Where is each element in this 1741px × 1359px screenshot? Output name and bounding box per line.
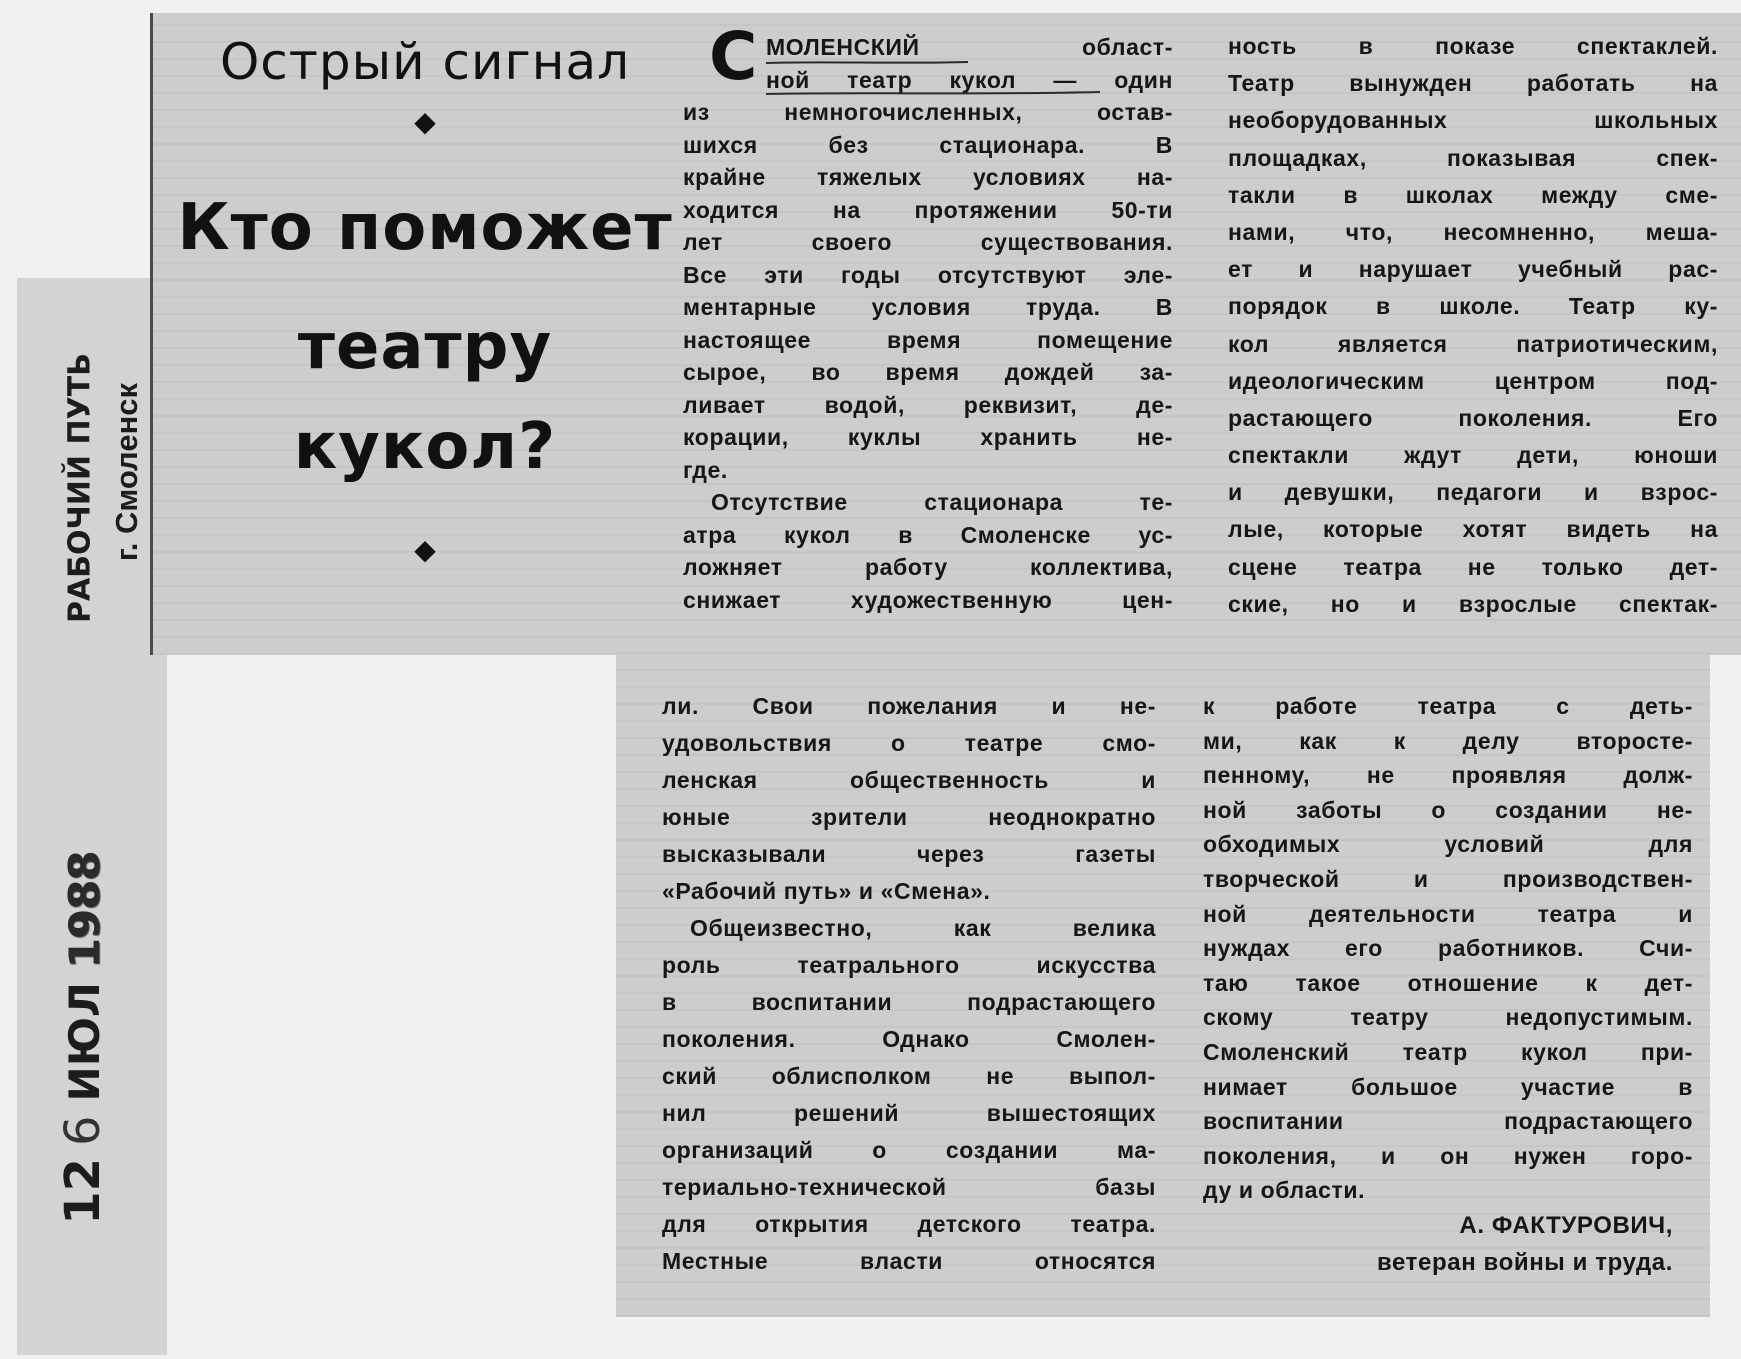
text-line: кол является патриотическим, bbox=[1228, 330, 1718, 357]
article-column-2 bbox=[1228, 28, 1718, 623]
text-line: нами, что, несомненно, меша- bbox=[1228, 218, 1718, 245]
text-line: из немногочисленных, остав- bbox=[683, 99, 1173, 125]
text-line: к работе театра с деть- bbox=[1203, 693, 1693, 719]
text-line: обходимых условий для bbox=[1203, 831, 1693, 858]
text-line: ет и нарушает учебный рас- bbox=[1228, 256, 1718, 283]
text-line: спектакли ждут дети, юноши bbox=[1228, 442, 1718, 469]
text-line: атра кукол в Смоленске ус- bbox=[683, 521, 1173, 548]
text-line: и девушки, педагоги и взрос- bbox=[1228, 479, 1718, 506]
text-line: крайне тяжелых условиях на- bbox=[683, 164, 1173, 190]
text-line: нимает большое участие в bbox=[1203, 1073, 1693, 1100]
text-line: ми, как к делу второсте- bbox=[1203, 727, 1693, 754]
text-line: лые, которые хотят видеть на bbox=[1228, 516, 1718, 543]
date-stamp-year: 1988 bbox=[60, 851, 109, 969]
text-line: ские, но и взрослые спектак- bbox=[1228, 590, 1718, 617]
date-stamp-month: ИЮЛ bbox=[60, 982, 109, 1102]
article-column-4 bbox=[1203, 689, 1693, 1281]
text-line: Общеизвестно, как велика bbox=[690, 915, 1156, 941]
text-line: ложняет работу коллектива, bbox=[683, 554, 1173, 580]
text-line: поколения, и он нужен горо- bbox=[1203, 1142, 1693, 1169]
date-stamp-day-a: 12 bbox=[55, 1158, 111, 1225]
text-line: где. bbox=[683, 456, 728, 483]
text-line: МОЛЕНСКИЙ област- bbox=[766, 34, 1173, 60]
text-line: ский облисполком не выпол- bbox=[662, 1063, 1156, 1089]
article-column-1 bbox=[683, 18, 1173, 616]
text-line: воспитании подрастающего bbox=[1203, 1108, 1693, 1135]
text-line: нуждах его работников. Счи- bbox=[1203, 935, 1693, 962]
text-line: в воспитании подрастающего bbox=[662, 989, 1156, 1015]
text-line: ментарные условия труда. В bbox=[683, 294, 1173, 320]
text-line: ность в показе спектаклей. bbox=[1228, 33, 1718, 59]
headline-line: Кто поможет bbox=[177, 191, 673, 265]
text-line: ленская общественность и bbox=[662, 767, 1156, 793]
text-line: сырое, во время дождей за- bbox=[683, 359, 1173, 385]
text-line: ли. Свои пожелания и не- bbox=[662, 693, 1156, 719]
newspaper-city-stamp: г. Смоленск bbox=[109, 382, 144, 562]
diamond-ornament-icon: ◆ bbox=[414, 534, 436, 565]
text-line: для открытия детского театра. bbox=[662, 1211, 1156, 1237]
text-line: корации, куклы хранить не- bbox=[683, 424, 1173, 450]
text-line: Местные власти относятся bbox=[662, 1248, 1156, 1274]
text-line: порядок в школе. Театр ку- bbox=[1228, 293, 1718, 320]
text-line: шихся без стационара. В bbox=[683, 131, 1173, 158]
text-line: снижает художественную цен- bbox=[683, 586, 1173, 613]
drop-cap: С bbox=[709, 18, 758, 95]
signature-title: ветеран войны и труда. bbox=[1377, 1248, 1673, 1276]
text-line: идеологическим центром под- bbox=[1228, 367, 1718, 394]
text-line: ходится на протяжении 50-ти bbox=[683, 196, 1173, 223]
text-line: сцене театра не только дет- bbox=[1228, 553, 1718, 580]
text-line: Смоленский театр кукол при- bbox=[1203, 1038, 1693, 1065]
text-line: поколения. Однако Смолен- bbox=[662, 1026, 1156, 1052]
text-line: «Рабочий путь» и «Смена». bbox=[662, 878, 991, 904]
text-line: таю такое отношение к дет- bbox=[1203, 969, 1693, 996]
text-line: растающего поколения. Его bbox=[1228, 404, 1718, 431]
text-line: необорудованных школьных bbox=[1228, 107, 1718, 134]
signature-name: А. ФАКТУРОВИЧ, bbox=[1459, 1211, 1673, 1239]
text-line: териально-технической базы bbox=[662, 1174, 1156, 1200]
text-line: ной заботы о создании не- bbox=[1203, 796, 1693, 823]
diamond-ornament-icon: ◆ bbox=[414, 106, 436, 137]
text-line: настоящее время помещение bbox=[683, 326, 1173, 353]
article-column-3 bbox=[662, 688, 1156, 1280]
text-line: нил решений вышестоящих bbox=[662, 1100, 1156, 1126]
text-line: Отсутствие стационара те- bbox=[711, 489, 1173, 515]
date-stamp bbox=[55, 851, 111, 1225]
text-line: ной театр кукол — один bbox=[766, 66, 1173, 93]
text-line: организаций о создании ма- bbox=[662, 1137, 1156, 1163]
headline-line: кукол? bbox=[293, 410, 557, 484]
text-line: роль театрального искусства bbox=[662, 952, 1156, 978]
newspaper-name-stamp: РАБОЧИЙ ПУТЬ bbox=[62, 352, 98, 624]
article-kicker: Острый сигнал bbox=[219, 33, 631, 91]
date-stamp-day-b: 6 bbox=[55, 1115, 111, 1146]
text-line: удовольствия о театре смо- bbox=[662, 730, 1156, 756]
text-line: Театр вынужден работать на bbox=[1228, 70, 1718, 97]
text-line: творческой и производствен- bbox=[1203, 865, 1693, 892]
text-line: юные зрители неоднократно bbox=[662, 804, 1156, 830]
text-line: ливает водой, реквизит, де- bbox=[683, 391, 1173, 418]
text-line: лет своего существования. bbox=[683, 229, 1173, 255]
text-line: такли в школах между сме- bbox=[1228, 181, 1718, 208]
headline-line: театру bbox=[297, 310, 553, 384]
text-line: пенному, не проявляя долж- bbox=[1203, 762, 1693, 789]
text-line: Все эти годы отсутствуют эле- bbox=[683, 261, 1173, 288]
text-line: площадках, показывая спек- bbox=[1228, 144, 1718, 171]
text-line: ду и области. bbox=[1203, 1177, 1366, 1204]
text-line: высказывали через газеты bbox=[662, 841, 1156, 867]
text-line: ной деятельности театра и bbox=[1203, 900, 1693, 927]
text-line: скому театру недопустимым. bbox=[1203, 1004, 1693, 1031]
